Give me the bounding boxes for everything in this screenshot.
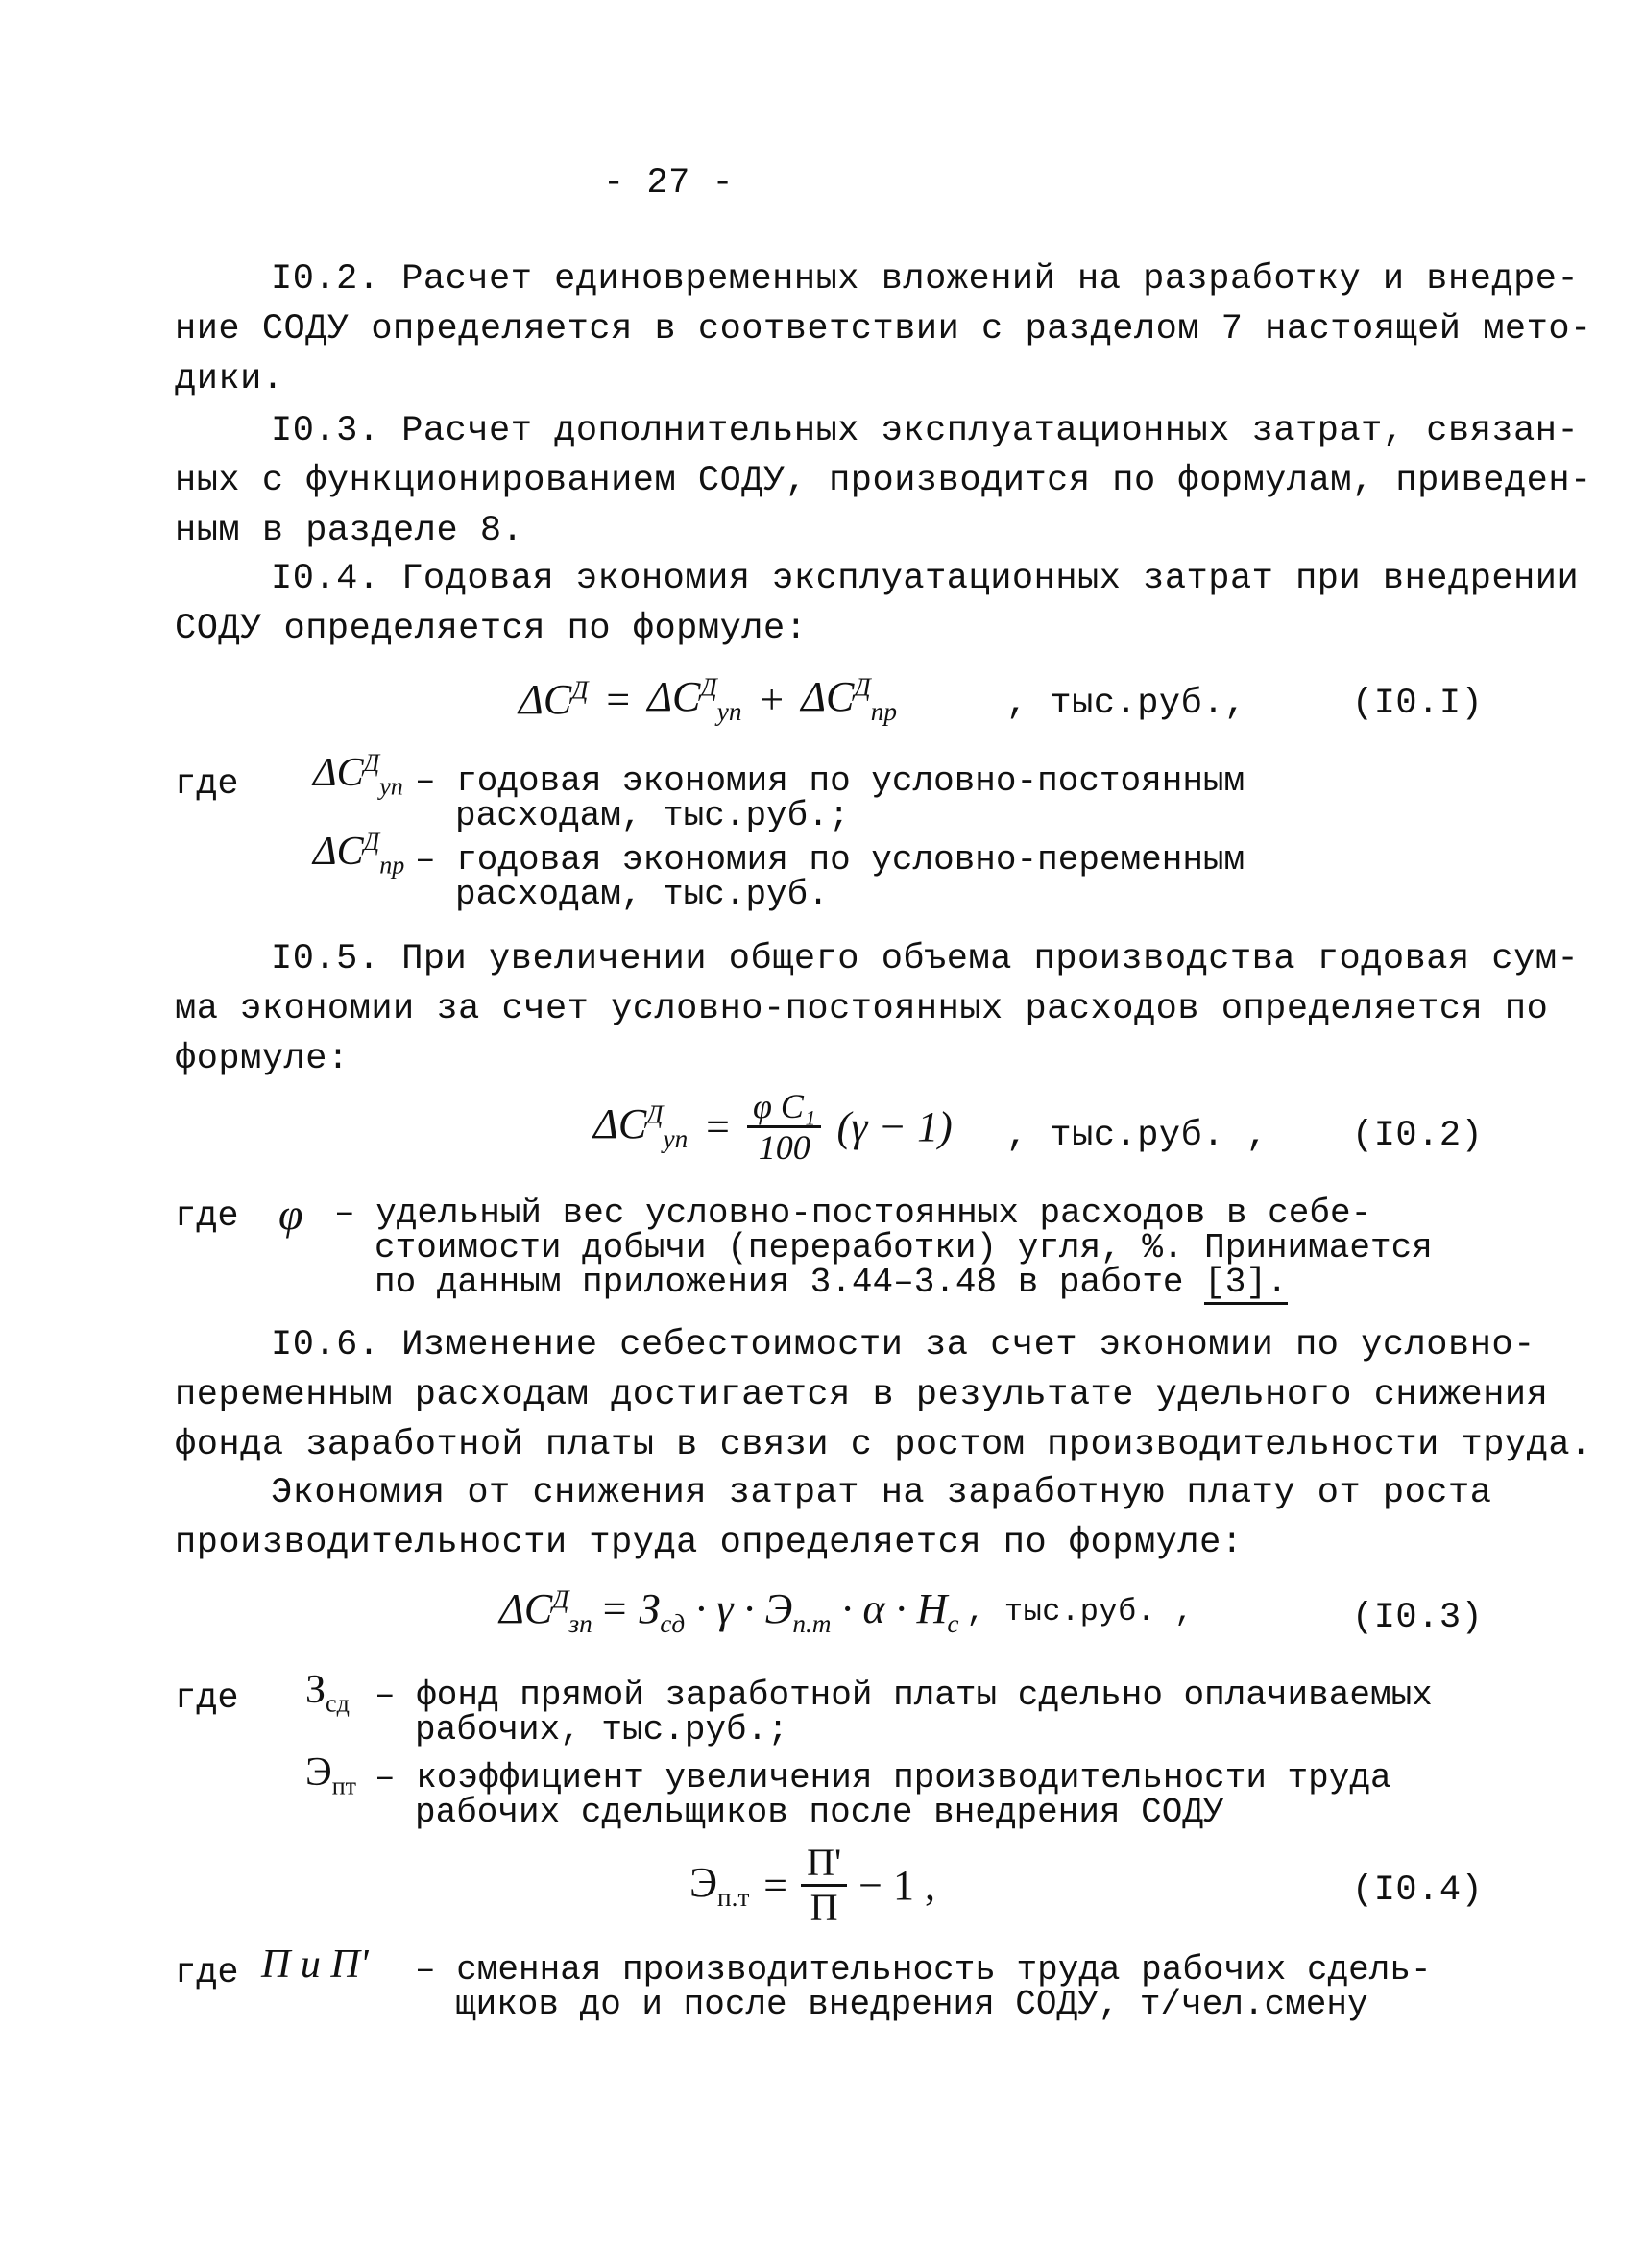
where-label-4: где [175, 1953, 239, 1993]
where-label-1: где [175, 764, 239, 805]
where-3-line-3: по данным приложения 3.44–3.48 в работе [3]. [375, 1266, 1288, 1300]
where-3-line-2: стоимости добычи (переработки) угля, %. Принимается [375, 1228, 1433, 1267]
formula-10-2-fraction [747, 1089, 821, 1165]
where-5-line-2: рабочих сдельщиков после внедрения СОДУ [415, 1793, 1224, 1832]
formula-10-1-term-2: $\Delta C^Д_{пр}$ [801, 672, 898, 726]
formula-10-1-plus: + [757, 675, 786, 723]
where-2-symbol: $\Delta C^Д_{пр}$ [313, 828, 405, 880]
formula-10-1-eq: = [603, 675, 633, 723]
formula-10-1-number: (I0.I) [1352, 684, 1484, 724]
where-6-symbol: П и П' [261, 1942, 369, 1987]
formula-10-1-lhs: $\Delta C^Д$ [519, 675, 589, 723]
where-3-line-1: – удельный вес условно-постоянных расходов в себе- [334, 1194, 1372, 1233]
where-2-line-1: – годовая экономия по условно-переменным [415, 840, 1245, 880]
para-10-4-line-2: СОДУ определяется по формуле: [175, 609, 808, 649]
formula-10-3-rhs: = $З_{сд} \cdot \gamma \cdot Э_{п.т} \cdot \alpha \cdot Н_с$ [599, 1585, 959, 1638]
formula-10-1-unit: , тыс.руб., [1006, 684, 1246, 724]
formula-10-4-number: (I0.4) [1352, 1870, 1484, 1911]
formula-10-4-lhs: $Э_{п.т}$ [689, 1859, 750, 1912]
formula-10-1 [519, 672, 897, 727]
para-economy-line-1: Экономия от снижения затрат на заработную плату от роста [271, 1473, 1492, 1513]
where-1-line-2: расходам, тыс.руб.; [455, 796, 850, 835]
para-10-4-line-1: I0.4. Годовая экономия эксплуатационных затрат при внедрении [271, 559, 1580, 599]
para-10-5-line-2: ма экономии за счет условно-постоянных расходов определяется по [175, 989, 1549, 1029]
formula-10-2-number: (I0.2) [1352, 1116, 1484, 1156]
formula-10-2-denominator: 100 [758, 1128, 810, 1167]
formula-10-4-rest: − 1 , [858, 1862, 935, 1909]
formula-10-2-factor: (γ − 1) [836, 1103, 953, 1150]
formula-10-2-eq: = [703, 1103, 732, 1150]
para-10-3-line-2: ных с функционированием СОДУ, производится по формулам, приведен- [175, 461, 1592, 501]
formula-10-4-fraction [801, 1841, 847, 1929]
where-4-line-2: рабочих, тыс.руб.; [415, 1710, 788, 1749]
where-4-line-1: – фонд прямой заработной платы сдельно оплачиваемых [375, 1676, 1433, 1715]
para-10-6-line-3: фонда заработной платы в связи с ростом производительности труда. [175, 1425, 1592, 1465]
where-3-symbol: φ [278, 1190, 303, 1239]
formula-10-2-unit: , тыс.руб. , [1006, 1116, 1269, 1156]
page-number: - 27 - [603, 163, 735, 204]
para-10-6-line-2: переменным расходам достигается в результате удельного снижения [175, 1375, 1549, 1415]
formula-10-4-denominator: П [810, 1886, 838, 1929]
reference-3: [3]. [1204, 1263, 1287, 1305]
where-label-2: где [175, 1196, 239, 1237]
where-label-3: где [175, 1678, 239, 1719]
formula-10-3-number: (I0.3) [1352, 1598, 1484, 1638]
para-economy-line-2: производительности труда определяется по формуле: [175, 1523, 1244, 1563]
para-10-3-line-1: I0.3. Расчет дополнительных эксплуатационных затрат, связан- [271, 411, 1580, 451]
where-5-symbol: $Э_{пт}$ [305, 1750, 357, 1800]
formula-10-2-lhs: $\Delta C^Д_{уп}$ [593, 1099, 689, 1153]
para-10-2-line-2: ние СОДУ определяется в соответствии с разделом 7 настоящей мето- [175, 309, 1592, 350]
formula-10-4-eq: = [761, 1862, 790, 1909]
para-10-2-line-1: I0.2. Расчет единовременных вложений на разработку и внедре- [271, 259, 1580, 300]
formula-10-1-term-1: $\Delta C^Д_{уп}$ [647, 672, 742, 726]
formula-10-2 [593, 1089, 953, 1165]
para-10-6-line-1: I0.6. Изменение себестоимости за счет экономии по условно- [271, 1325, 1535, 1365]
para-10-2-line-3: дики. [175, 359, 284, 399]
formula-10-3 [499, 1584, 1194, 1639]
where-1-line-1: – годовая экономия по условно-постоянным [415, 761, 1245, 801]
where-4-symbol: $З_{сд}$ [305, 1668, 350, 1718]
formula-10-4-numerator: П' [801, 1844, 847, 1887]
where-6-line-2: щиков до и после внедрения СОДУ, т/чел.смену [455, 1985, 1368, 2024]
para-10-5-line-1: I0.5. При увеличении общего объема производства годовая сум- [271, 939, 1580, 979]
para-10-3-line-3: ным в разделе 8. [175, 511, 524, 551]
formula-10-2-numerator: φ C₁ [747, 1089, 821, 1128]
where-6-line-1: – сменная производительность труда рабочих сдель- [415, 1950, 1432, 1990]
formula-10-4 [689, 1841, 935, 1929]
formula-10-3-lhs: $\Delta C^Д_{зп}$ [499, 1584, 592, 1638]
para-10-5-line-3: формуле: [175, 1039, 350, 1079]
formula-10-3-unit: , тыс.руб. , [966, 1593, 1194, 1629]
where-5-line-1: – коэффициент увеличения производительности труда [375, 1758, 1391, 1798]
where-1-symbol: $\Delta C^Д_{уп}$ [313, 749, 403, 801]
where-2-line-2: расходам, тыс.руб. [455, 875, 829, 914]
